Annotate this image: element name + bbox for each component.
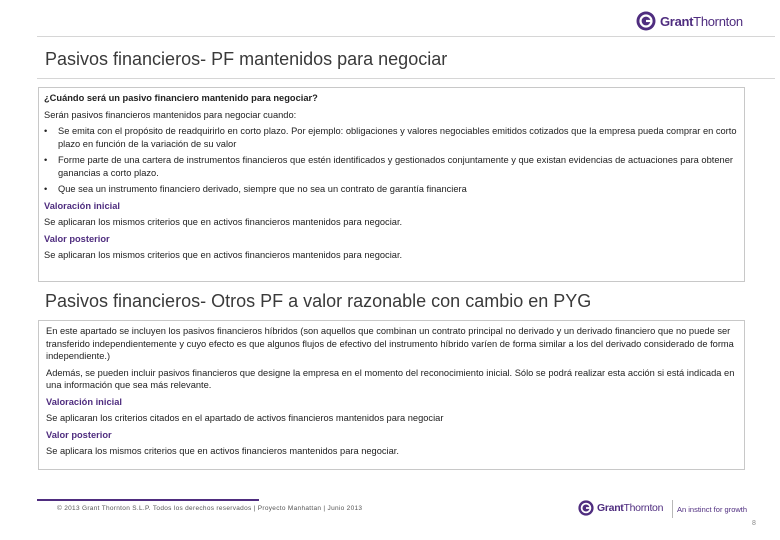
section2-heading-initial: Valoración inicial [46,396,122,407]
section1-title: Pasivos financieros- PF mantenidos para negociar [45,49,448,69]
section2-para2: Además, se pueden incluir pasivos financieros que designe la empresa en el momento del reconocimiento inicial. Sólo se podrá realizar esta acción si está indicada en una información que sea más relevante. [46,367,735,390]
section1-text-initial: Se aplicaran los mismos criterios que en activos financieros mantenidos para negociar. [44,217,403,227]
section1-intro: Serán pasivos financieros mantenidos para negociar cuando: [44,109,297,120]
logo-wordmark: GrantThornton [597,502,664,514]
section2-heading-posterior: Valor posterior [46,429,112,440]
logo-bottom [578,500,663,516]
footer-rule [37,499,259,501]
section1-heading-initial: Valoración inicial [44,200,120,211]
logo-wordmark: GrantThornton [660,13,743,29]
list-item: • Forme parte de una cartera de instrumentos financieros que estén identificados y gestionados conjuntamente y que existan evidencias de actuaciones para obtener ganancias a corto plazo. [44,155,733,178]
page-number: 8 [752,520,756,527]
header-bottom-rule [37,78,775,79]
section2-text-initial: Se aplicaran los criterios citados en el apartado de activos financieros mantenidos para negociar [46,413,444,423]
section2-content-box [38,320,745,470]
section1-heading-posterior: Valor posterior [44,233,110,244]
section2-para1: En este apartado se incluyen los pasivos financieros híbridos (son aquellos que combinan un contrato principal no derivado y un derivado financiero que no puede ser transferido independientemente y cuyo efecto es que algunos flujos de efectivo del instrumento híbrido varíen de forma similar a los del derivado considerado de forma independiente.) [46,326,734,361]
section1-text-posterior: Se aplicaran los mismos criterios que en activos financieros mantenidos para negociar. [44,250,403,260]
footer-copyright: © 2013 Grant Thornton S.L.P. Todos los derechos reservados | Proyecto Manhattan | Junio 2013 [57,505,363,512]
list-item: • Que sea un instrumento financiero derivado, siempre que no sea un contrato de garantía financiera [44,184,467,194]
footer-divider [672,500,673,518]
list-item: • Se emita con el propósito de readquirirlo en corto plazo. Por ejemplo: obligaciones y valores negociables emitidos cotizados que la empresa pueda comprar en corto plazo en función de la variación de su valor [44,126,737,149]
section1-content-box [38,87,745,282]
section1-question: ¿Cuándo será un pasivo financiero mantenido para negociar? [44,93,318,103]
header-top-rule [37,36,775,37]
grant-thornton-logo-icon [578,500,594,516]
logo-top [636,11,743,31]
section2-text-posterior: Se aplicara los mismos criterios que en activos financieros mantenidos para negociar. [46,446,399,456]
grant-thornton-logo-icon [636,11,656,31]
footer-tagline: An instinct for growth [677,505,748,514]
section2-title: Pasivos financieros- Otros PF a valor razonable con cambio en PYG [45,291,592,311]
